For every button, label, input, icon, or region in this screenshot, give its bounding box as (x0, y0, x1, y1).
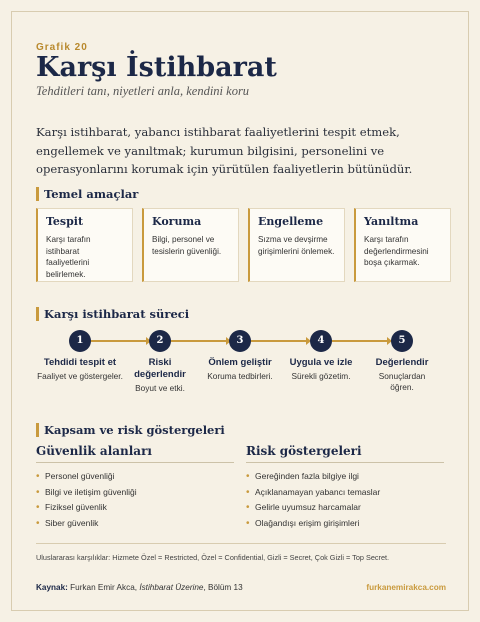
scope-section-title: Kapsam ve risk göstergeleri (36, 423, 225, 437)
process-step-1 (37, 330, 123, 382)
website-link[interactable]: furkanemirakca.com (366, 583, 446, 592)
process-flow (36, 330, 446, 400)
security-areas-title: Güvenlik alanları (36, 444, 234, 463)
process-section-title: Karşı istihbarat süreci (36, 307, 189, 321)
step-title: Önlem geliştir (208, 357, 272, 368)
goal-card-text: Karşı tarafın istihbarat faaliyetlerini belirlemek. (46, 235, 91, 279)
goal-card-title: Koruma (152, 215, 202, 228)
step-description: Boyut ve etki. (135, 383, 185, 393)
list-item: • Siber güvenlik (36, 516, 234, 532)
goal-card-detect (36, 208, 133, 282)
list-item: • Açıklanamayan yabancı temaslar (246, 485, 444, 501)
page-title: Karşı İstihbarat (36, 52, 277, 83)
list-item: • Gereğinden fazla bilgiye ilgi (246, 469, 444, 485)
step-title: Tehdidi tespit et (43, 357, 117, 368)
step-number: 4 (310, 330, 332, 352)
risk-indicators-title: Risk göstergeleri (246, 444, 444, 463)
goal-card-prevent (248, 208, 345, 282)
process-step-5 (359, 330, 445, 393)
risk-indicators-list (246, 469, 444, 531)
classification-note: Uluslararası karşılıklar: Hizmete Özel = Restricted, Özel = Confidential, Gizli = Secret, Çok Gizli = Top Secret. (36, 553, 390, 562)
source-chapter: , Bölüm 13 (203, 583, 243, 592)
list-item: • Olağandışı erişim girişimleri (246, 516, 444, 532)
step-number: 5 (391, 330, 413, 352)
security-areas-column (36, 444, 234, 531)
goal-card-protect (142, 208, 239, 282)
divider (36, 543, 446, 544)
step-number: 2 (149, 330, 171, 352)
source-label: Kaynak: (36, 583, 68, 592)
goals-cards (36, 208, 451, 282)
process-step-4 (278, 330, 364, 382)
step-title: Uygula ve izle (289, 357, 353, 368)
figure-kicker: Grafik 20 (36, 42, 88, 53)
source-work: İstihbarat Üzerine (139, 583, 204, 592)
goal-card-title: Engelleme (258, 215, 324, 228)
process-step-2 (117, 330, 203, 394)
list-item: • Personel güvenliği (36, 469, 234, 485)
goals-section-title: Temel amaçlar (36, 187, 138, 201)
risk-indicators-column (246, 444, 444, 531)
goal-card-text: Bilgi, personel ve tesislerin güvenliği. (152, 235, 222, 256)
source-citation (36, 583, 243, 592)
list-item: • Gelirle uyumsuz harcamalar (246, 500, 444, 516)
page-subtitle: Tehditleri tanı, niyetleri anla, kendini koru (36, 84, 250, 98)
step-description: Sonuçlardan öğren. (378, 371, 426, 392)
step-title: Değerlendir (375, 357, 429, 368)
list-item: • Bilgi ve iletişim güvenliği (36, 485, 234, 501)
goal-card-deceive (354, 208, 451, 282)
step-number: 1 (69, 330, 91, 352)
source-author: Furkan Emir Akca, (70, 583, 138, 592)
goal-card-text: Karşı tarafın değerlendirmesini boşa çıkarmak. (364, 235, 429, 267)
step-description: Sürekli gözetim. (291, 371, 351, 381)
list-item: • Fiziksel güvenlik (36, 500, 234, 516)
goal-card-title: Tespit (46, 215, 84, 228)
step-title: Riski değerlendir (134, 357, 186, 380)
goal-card-text: Sızma ve devşirme girişimlerini önlemek. (258, 235, 335, 256)
step-description: Koruma tedbirleri. (207, 371, 273, 381)
intro-paragraph: Karşı istihbarat, yabancı istihbarat faaliyetlerini tespit etmek, engellemek ve yanıltmak; kurumun bilgisini, personelini ve operasyonlarını korumak için yürütülen faaliyetlerin bütünüdür. (36, 125, 413, 176)
step-number: 3 (229, 330, 251, 352)
security-areas-list (36, 469, 234, 531)
step-description: Faaliyet ve göstergeler. (37, 371, 123, 381)
goal-card-title: Yanıltma (364, 215, 419, 228)
process-step-3 (197, 330, 283, 382)
